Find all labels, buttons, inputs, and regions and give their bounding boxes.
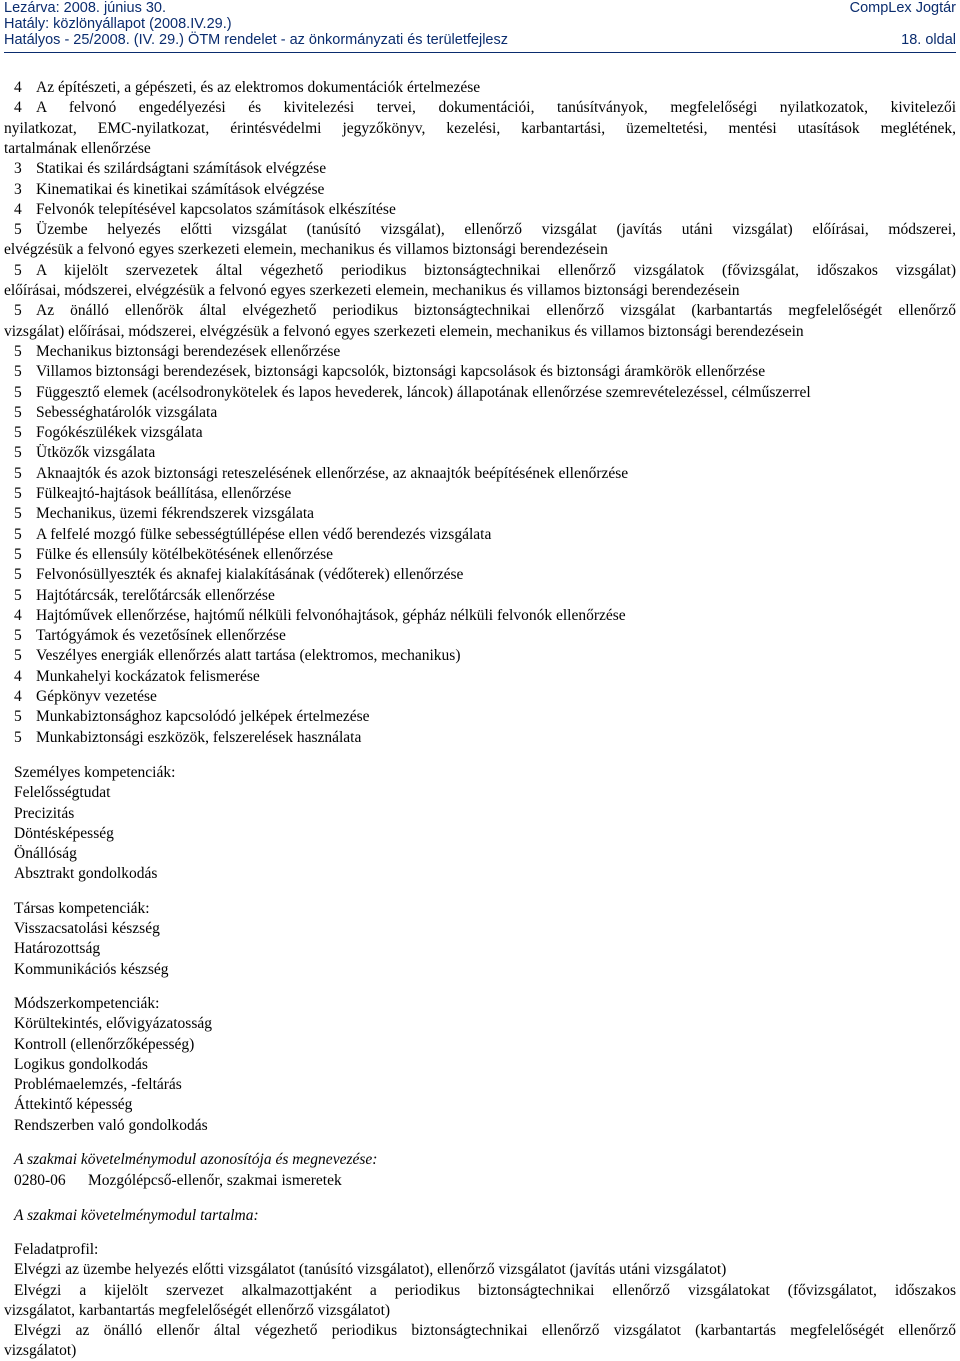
- item-text: Az önálló ellenőrök által elvégezhető periodikus biztonságtechnikai ellenőrző vizsgálat (karbantartás megfelelőségét ellenőrző: [36, 302, 956, 320]
- item-level: 5: [14, 627, 22, 645]
- item-level: 5: [14, 261, 22, 279]
- header-row-2: [4, 16, 956, 32]
- list-item-line: [14, 504, 956, 524]
- item-text: tartalmának ellenőrzése: [4, 139, 151, 157]
- social-item: Határozottság: [14, 940, 101, 958]
- task-text: Elvégzi a kijelölt szervezet alkalmazottjaként a periodikus biztonságtechnikai ellenőrző vizsgálatokat (fővizsgálatot, időszakos: [14, 1281, 956, 1299]
- list-item-line: [14, 78, 956, 98]
- item-level: 5: [14, 545, 22, 563]
- list-item-line: [14, 362, 956, 382]
- competence-item: [14, 844, 956, 864]
- list-item-line: [14, 180, 956, 200]
- competence-item: [14, 804, 956, 824]
- competence-item: [14, 824, 956, 844]
- page-number: 18. oldal: [901, 32, 956, 48]
- social-item: Kommunikációs készség: [14, 960, 169, 978]
- method-item: Körültekintés, elővigyázatosság: [14, 1015, 213, 1033]
- list-item-line: [14, 667, 956, 687]
- item-level: 5: [14, 424, 22, 442]
- task-text: Elvégzi az önálló ellenőr által végezhető periodikus biztonságtechnikai ellenőrző vizsgálatot (karbantartás megfelelőségét ellenőrző: [14, 1322, 956, 1340]
- item-text: Sebességhatárolók vizsgálata: [36, 403, 218, 421]
- module-id-row: [14, 1171, 956, 1191]
- method-item: Problémaelemzés, -feltárás: [14, 1076, 182, 1094]
- list-item-line: [14, 606, 956, 626]
- item-level: 5: [14, 505, 22, 523]
- item-text: Munkabiztonsági eszközök, felszerelések használata: [36, 728, 362, 746]
- item-text: Fogókészülékek vizsgálata: [36, 424, 203, 442]
- item-text: vizsgálat) előírásai, módszerei, elvégzésük a felvonó egyes szerkezeti elemein, mechanikus és villamos biztonsági berendezésein: [4, 322, 804, 340]
- list-item-line: [14, 545, 956, 565]
- list-item-line: [14, 98, 956, 118]
- list-item-line: [14, 646, 956, 666]
- list-item-line: [14, 707, 956, 727]
- closed-date: Lezárva: 2008. június 30.: [4, 0, 167, 16]
- list-item-line: [14, 443, 956, 463]
- item-level: 5: [14, 221, 22, 239]
- item-text: nyilatkozat, EMC-nyilatkozat, érintésvédelmi jegyzőkönyv, kezelési, karbantartási, üzemeltetési, mentési utasítások meglétének,: [4, 119, 956, 137]
- item-level: 5: [14, 647, 22, 665]
- list-item-line: [14, 261, 956, 281]
- competence-item: [14, 864, 956, 884]
- module-id-heading: [14, 1150, 956, 1170]
- list-item-line: [14, 525, 956, 545]
- profile-title-text: Feladatprofil:: [14, 1240, 99, 1258]
- item-level: 5: [14, 728, 22, 746]
- competence-item: [14, 1035, 956, 1055]
- competence-item: [14, 919, 956, 939]
- item-level: 4: [14, 667, 22, 685]
- task-line: [4, 1301, 956, 1321]
- item-level: 5: [14, 464, 22, 482]
- item-level: 5: [14, 363, 22, 381]
- item-level: 5: [14, 586, 22, 604]
- list-item-line: [14, 626, 956, 646]
- item-level: 4: [14, 688, 22, 705]
- item-text: Felvonósüllyeszték és aknafej kialakításának (védőterek) ellenőrzése: [36, 566, 464, 584]
- brand-name: CompLex Jogtár: [849, 0, 956, 16]
- item-level: 4: [14, 99, 22, 117]
- module-code: 0280-06: [14, 1172, 66, 1190]
- list-item-line: [14, 687, 956, 707]
- header-row-1: [4, 0, 956, 16]
- item-level: 5: [14, 342, 22, 360]
- competence-item: [14, 1095, 956, 1115]
- list-item-line: [4, 322, 956, 342]
- task-line: [4, 1341, 956, 1361]
- section-title: [14, 994, 956, 1014]
- method-item: Logikus gondolkodás: [14, 1055, 148, 1073]
- item-text: Az építészeti, a gépészeti, és az elektromos dokumentációk értelmezése: [36, 79, 481, 96]
- section-title: [14, 899, 956, 919]
- module-id-heading-text: A szakmai követelménymodul azonosítója és megnevezése:: [14, 1151, 378, 1168]
- list-item-line: [14, 301, 956, 321]
- item-text: Munkabiztonsághoz kapcsolódó jelképek értelmezése: [36, 708, 370, 726]
- method-item: Áttekintő képesség: [14, 1096, 133, 1114]
- list-item-line: [14, 586, 956, 606]
- item-text: Statikai és szilárdságtani számítások elvégzése: [36, 160, 327, 178]
- item-text: előírásai, módszerei, elvégzésük a felvonó egyes szerkezeti elemein, mechanikus és villamos biztonsági berendezésein: [4, 282, 740, 299]
- item-level: 5: [14, 444, 22, 462]
- item-level: 5: [14, 383, 22, 401]
- list-item-line: [14, 484, 956, 504]
- list-item-line: [14, 342, 956, 362]
- personal-item: Döntésképesség: [14, 824, 114, 842]
- list-item-line: [14, 383, 956, 403]
- item-text: Fülkeajtó-hajtások beállítása, ellenőrzése: [36, 485, 292, 502]
- social-item: Visszacsatolási készség: [14, 920, 160, 937]
- item-level: 5: [14, 485, 22, 502]
- list-item-line: [4, 240, 956, 260]
- item-level: 4: [14, 79, 22, 96]
- item-level: 3: [14, 160, 22, 178]
- task-line: [14, 1281, 956, 1301]
- module-content-heading: [14, 1206, 956, 1226]
- item-level: 4: [14, 606, 22, 624]
- list-item-line: [14, 423, 956, 443]
- competence-item: [14, 960, 956, 980]
- competence-item: [14, 939, 956, 959]
- item-text: A felfelé mozgó fülke sebességtúllépése ellen védő berendezés vizsgálata: [36, 525, 492, 543]
- item-text: elvégzésük a felvonó egyes szerkezeti elemein, mechanikus és villamos biztonsági berendezésein: [4, 241, 608, 259]
- item-level: 5: [14, 525, 22, 543]
- module-name: Mozgólépcső-ellenőr, szakmai ismeretek: [88, 1172, 342, 1190]
- header-row-3: [4, 32, 956, 48]
- competence-item: [14, 1075, 956, 1095]
- item-text: A kijelölt szervezetek által végezhető periodikus biztonságtechnikai ellenőrző vizsgálatok (fővizsgálat, időszakos vizsgálat): [36, 261, 956, 279]
- personal-item: Precizitás: [14, 804, 75, 822]
- social-title: Társas kompetenciák:: [14, 899, 150, 917]
- item-text: Felvonók telepítésével kapcsolatos számítások elkészítése: [36, 200, 396, 218]
- personal-item: Felelősségtudat: [14, 784, 111, 802]
- list-item-line: [14, 728, 956, 748]
- item-text: Üzembe helyezés előtti vizsgálat (tanúsító vizsgálat), ellenőrző vizsgálat (javítás utáni vizsgálat) előírásai, módszerei,: [36, 221, 956, 239]
- list-item-line: [14, 464, 956, 484]
- item-text: Tartógyámok és vezetősínek ellenőrzése: [36, 627, 286, 645]
- item-level: 3: [14, 180, 22, 198]
- item-text: Fülke és ellensúly kötélbekötésének ellenőrzése: [36, 545, 333, 563]
- item-level: 5: [14, 708, 22, 726]
- personal-item: Absztrakt gondolkodás: [14, 865, 158, 883]
- item-text: Ütközők vizsgálata: [36, 444, 156, 462]
- method-title: Módszerkompetenciák:: [14, 994, 160, 1012]
- task-text: Elvégzi az üzembe helyezés előtti vizsgálatot (tanúsító vizsgálatot), ellenőrző vizsgálatot (javítás utáni vizsgálatot): [14, 1261, 727, 1279]
- list-item-line: [4, 119, 956, 139]
- competence-item: [14, 1116, 956, 1136]
- item-text: Mechanikus biztonsági berendezések ellenőrzése: [36, 342, 341, 360]
- task-text: vizsgálatot): [4, 1342, 77, 1360]
- competence-item: [14, 1014, 956, 1034]
- list-item-line: [4, 281, 956, 301]
- module-content-heading-text: A szakmai követelménymodul tartalma:: [14, 1206, 259, 1224]
- item-text: Hajtótárcsák, terelőtárcsák ellenőrzése: [36, 586, 275, 604]
- item-level: 5: [14, 403, 22, 421]
- task-text: vizsgálatot, karbantartás megfelelőségét ellenőrző vizsgálatot): [4, 1301, 391, 1319]
- header-divider: [4, 52, 956, 53]
- item-text: Veszélyes energiák ellenőrzés alatt tartása (elektromos, mechanikus): [36, 647, 461, 665]
- item-text: Villamos biztonsági berendezések, biztonsági kapcsolók, biztonsági kapcsolások és biztonsági áramkörök ellenőrzése: [36, 363, 766, 381]
- profile-title: [14, 1240, 956, 1260]
- item-level: 4: [14, 200, 22, 218]
- item-level: 5: [14, 566, 22, 584]
- item-text: Hajtóművek ellenőrzése, hajtómű nélküli felvonóhajtások, gépház nélküli felvonók ellenőrzése: [36, 606, 626, 624]
- section-title: [14, 763, 956, 783]
- list-item-line: [14, 220, 956, 240]
- item-text: Kinematikai és kinetikai számítások elvégzése: [36, 180, 325, 198]
- item-level: 5: [14, 302, 22, 320]
- method-item: Rendszerben való gondolkodás: [14, 1116, 208, 1134]
- list-item-line: [14, 200, 956, 220]
- task-line: [14, 1260, 956, 1280]
- competence-item: [14, 783, 956, 803]
- item-text: Munkahelyi kockázatok felismerése: [36, 667, 260, 685]
- item-text: Gépkönyv vezetése: [36, 688, 157, 705]
- competence-item: [14, 1055, 956, 1075]
- item-text: Aknaajtók és azok biztonsági reteszelésének ellenőrzése, az aknaajtók beépítésének ellenőrzése: [36, 464, 629, 482]
- method-item: Kontroll (ellenőrzőképesség): [14, 1035, 195, 1053]
- personal-title: Személyes kompetenciák:: [14, 763, 176, 781]
- item-text: Mechanikus, üzemi fékrendszerek vizsgálata: [36, 505, 315, 523]
- list-item-line: [14, 403, 956, 423]
- list-item-line: [4, 139, 956, 159]
- item-text: A felvonó engedélyezési és kivitelezési tervei, dokumentációi, tanúsítványok, megfelelőségi nyilatkozatok, kivitelezői: [36, 99, 956, 117]
- item-text: Függesztő elemek (acélsodronykötelek és lapos hevederek, láncok) állapotának ellenőrzése szemrevételezéssel, célműszerrel: [36, 383, 811, 401]
- document-title: Hatályos - 25/2008. (IV. 29.) ÖTM rendelet - az önkormányzati és területfejlesz: [4, 32, 508, 48]
- personal-item: Önállóság: [14, 845, 77, 863]
- list-item-line: [14, 159, 956, 179]
- in-force-label: Hatály: közlönyállapot (2008.IV.29.): [4, 16, 232, 32]
- task-line: [14, 1321, 956, 1341]
- list-item-line: [14, 565, 956, 585]
